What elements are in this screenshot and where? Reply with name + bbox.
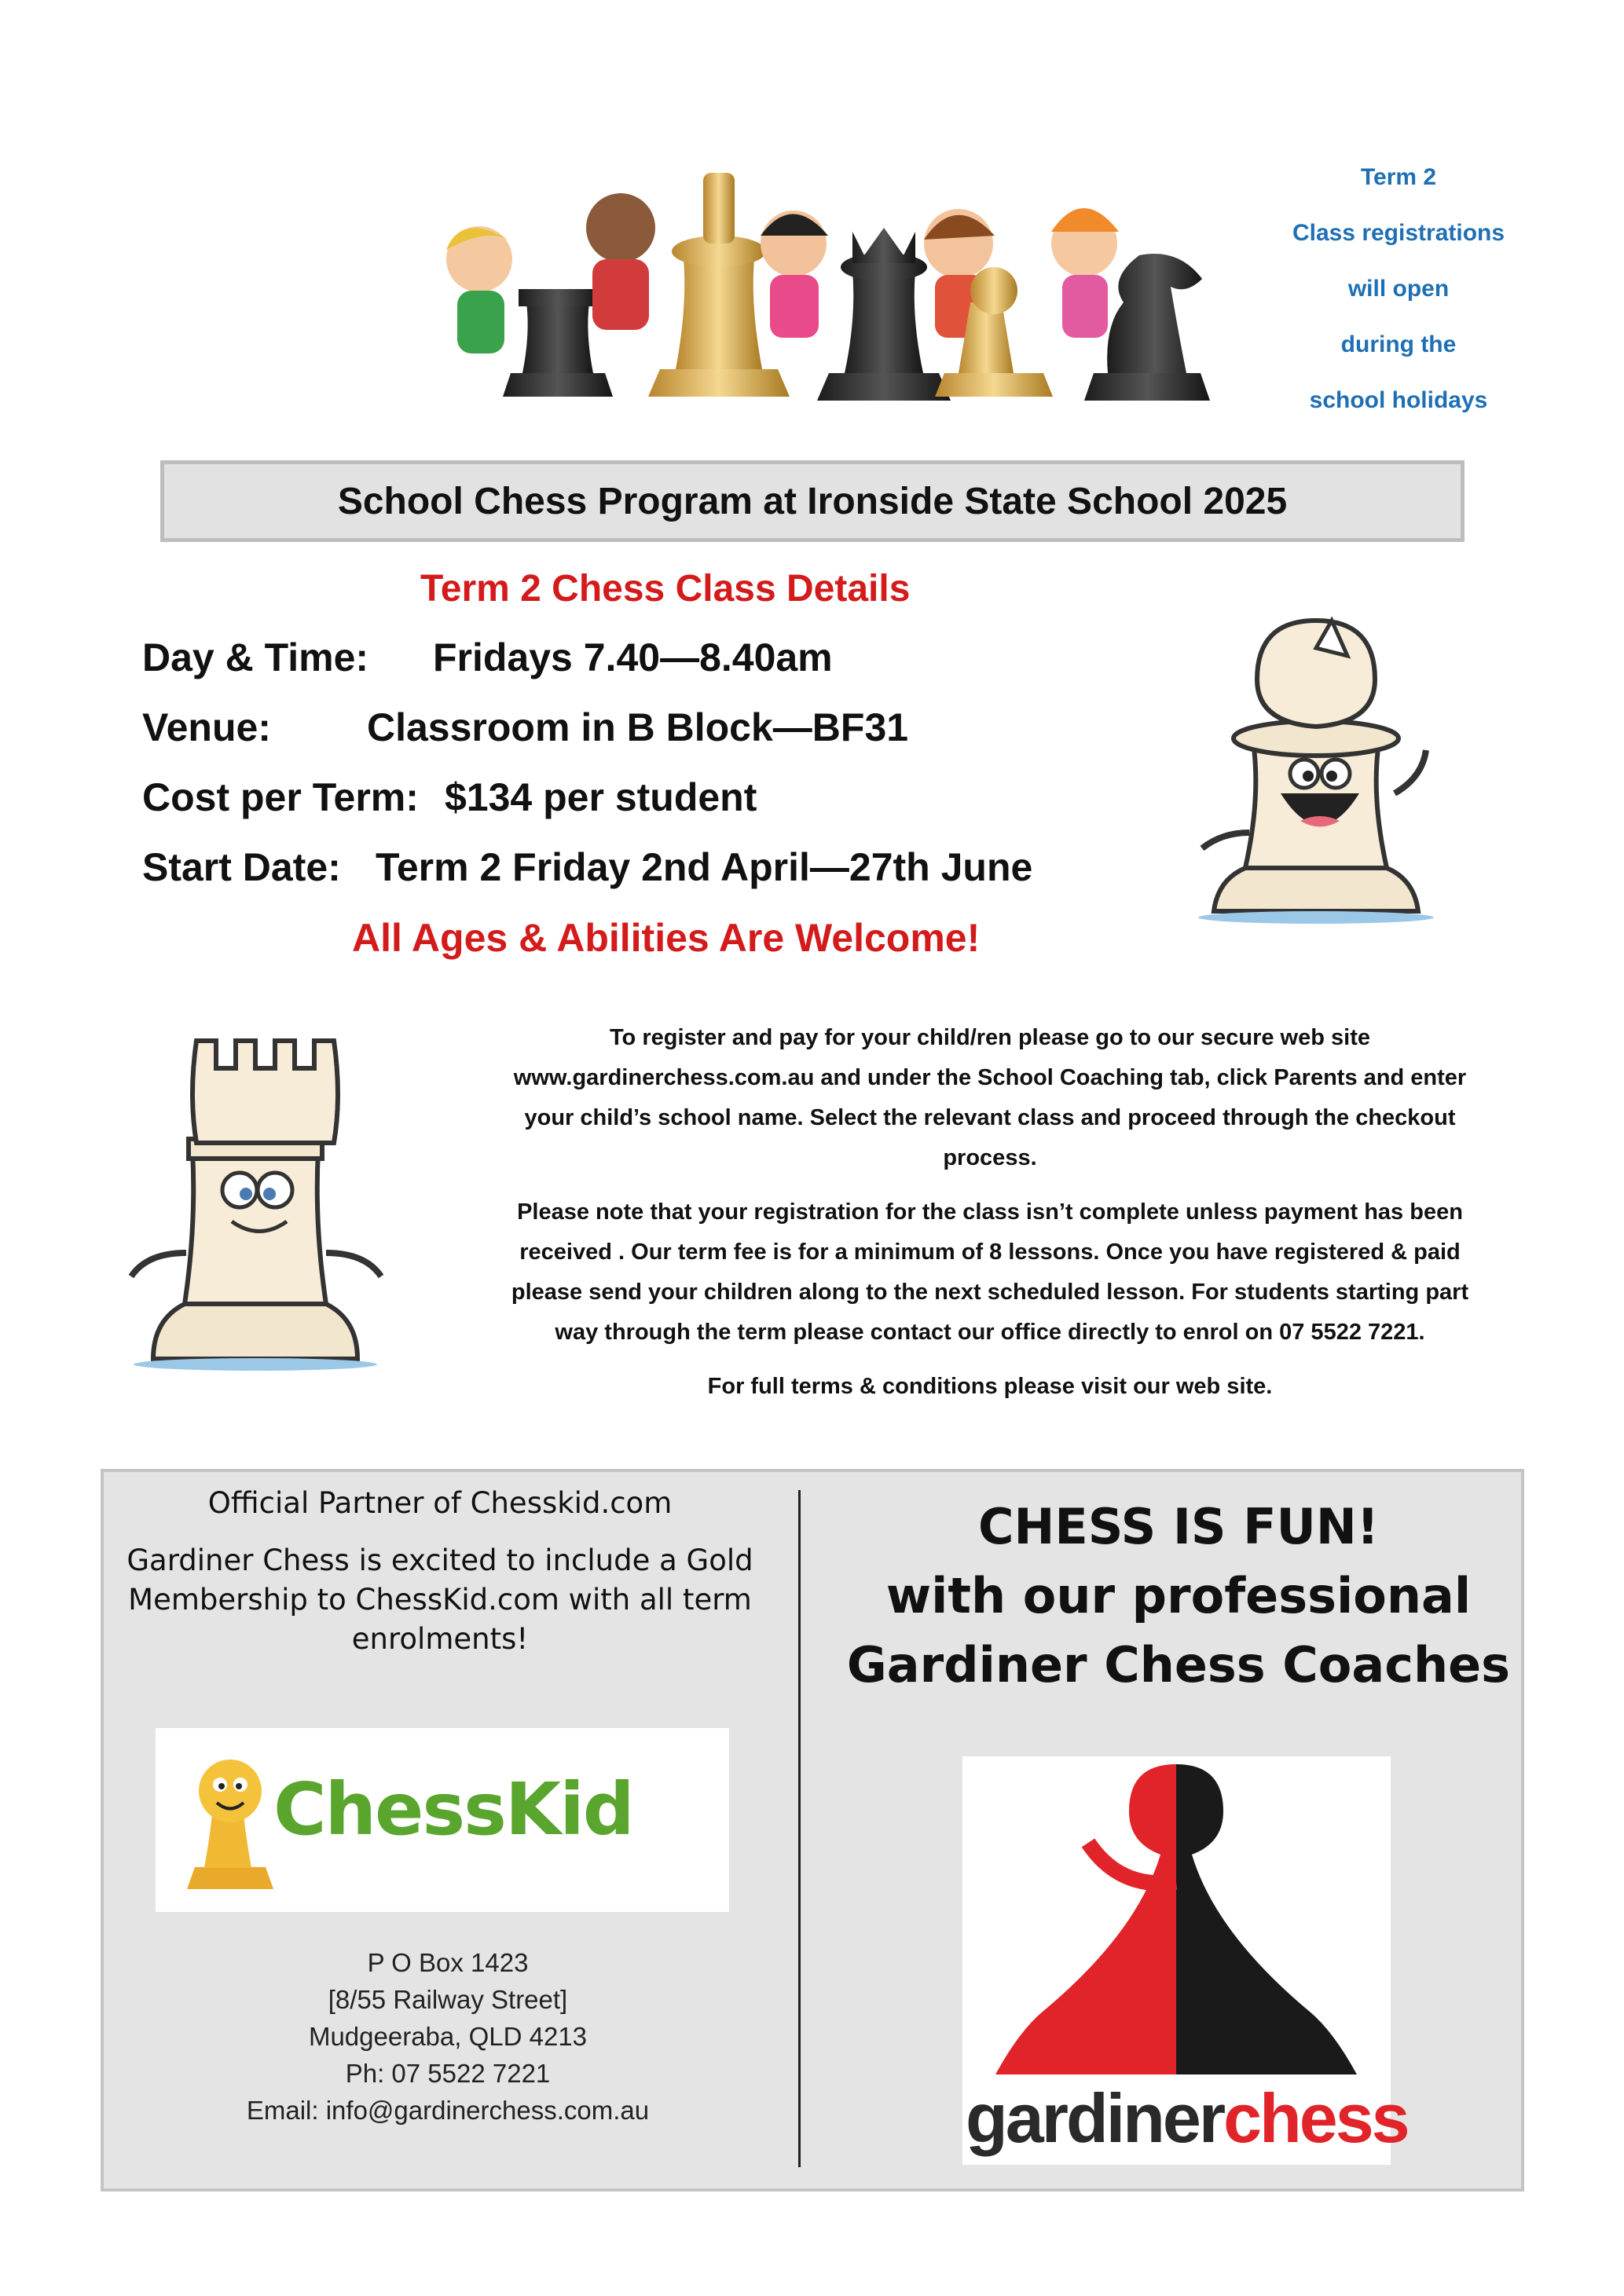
partner-title: Official Partner of Chesskid.com xyxy=(207,1486,673,1520)
address-line: [8/55 Railway Street] xyxy=(328,1985,568,2014)
detail-row-start-date xyxy=(142,844,1085,899)
registration-notice xyxy=(1257,149,1540,428)
address-line: P O Box 1423 xyxy=(367,1948,529,1977)
detail-value: Term 2 Friday 2nd April—27th June xyxy=(376,845,1033,889)
address-line: Email: info@gardinerchess.com.au xyxy=(246,2096,650,2125)
notice-line: Term 2 xyxy=(1360,164,1437,190)
rook-character-illustration xyxy=(114,1025,444,1379)
notice-line: during the xyxy=(1340,331,1457,357)
address-line: Mudgeeraba, QLD 4213 xyxy=(308,2022,588,2051)
detail-row-cost xyxy=(142,774,1085,829)
chesskid-logo-text: ChessKid xyxy=(273,1767,633,1851)
registration-payment-note: Please note that your registration for the class isn’t complete unless payment has been received . Our term fee is for a minimum of 8 lessons. Once you have registered & paid please send your children along to the next scheduled lesson. For students starting part way through the term please contact our office directly to enrol on 07 5522 7221. xyxy=(511,1199,1469,1345)
detail-label: Day & Time: xyxy=(142,635,369,679)
pawn-character-illustration xyxy=(1182,597,1481,935)
chess-is-fun-slogan xyxy=(825,1492,1532,1700)
details-heading: Term 2 Chess Class Details xyxy=(420,568,911,610)
gardiner-chess-logo xyxy=(962,1756,1408,2165)
gardiner-word: gardiner xyxy=(966,2079,1224,2157)
detail-label: Start Date: xyxy=(142,845,341,889)
slogan-line: Gardiner Chess Coaches xyxy=(846,1636,1511,1694)
notice-line: school holidays xyxy=(1309,387,1488,413)
contact-address xyxy=(157,1944,739,2129)
page-title: School Chess Program at Ironside State School 2025 xyxy=(337,480,1288,522)
detail-value: $134 per student xyxy=(445,775,757,819)
welcome-message: All Ages & Abilities Are Welcome! xyxy=(352,916,981,960)
detail-row-venue xyxy=(142,705,1085,760)
detail-value: Classroom in B Block—BF31 xyxy=(367,705,909,749)
slogan-line: CHESS IS FUN! xyxy=(977,1498,1380,1555)
chess-word: chess xyxy=(1223,2079,1408,2157)
detail-row-day-time xyxy=(142,635,1085,690)
address-line: Ph: 07 5522 7221 xyxy=(345,2059,551,2088)
program-title-bar xyxy=(160,460,1465,542)
terms-note: For full terms & conditions please visit our web site. xyxy=(707,1374,1273,1399)
slogan-line: with our professional xyxy=(885,1567,1472,1624)
kids-chess-illustration xyxy=(424,157,1234,408)
notice-line: will open xyxy=(1347,276,1450,302)
partner-body: Gardiner Chess is excited to include a Gold Membership to ChessKid.com with all term enrolments! xyxy=(126,1543,753,1656)
chesskid-logo xyxy=(156,1728,729,1912)
notice-line: Class registrations xyxy=(1292,220,1505,246)
detail-label: Venue: xyxy=(142,705,271,749)
detail-value: Fridays 7.40—8.40am xyxy=(433,635,833,679)
panel-divider xyxy=(798,1490,801,2167)
registration-instructions: To register and pay for your child/ren please go to our secure web site www.gardinerchess.com.au and under the School Coaching tab, click Parents and enter your child’s school name. Select the relevant class and proceed through the checkout process. xyxy=(513,1025,1467,1170)
detail-label: Cost per Term: xyxy=(142,775,419,819)
